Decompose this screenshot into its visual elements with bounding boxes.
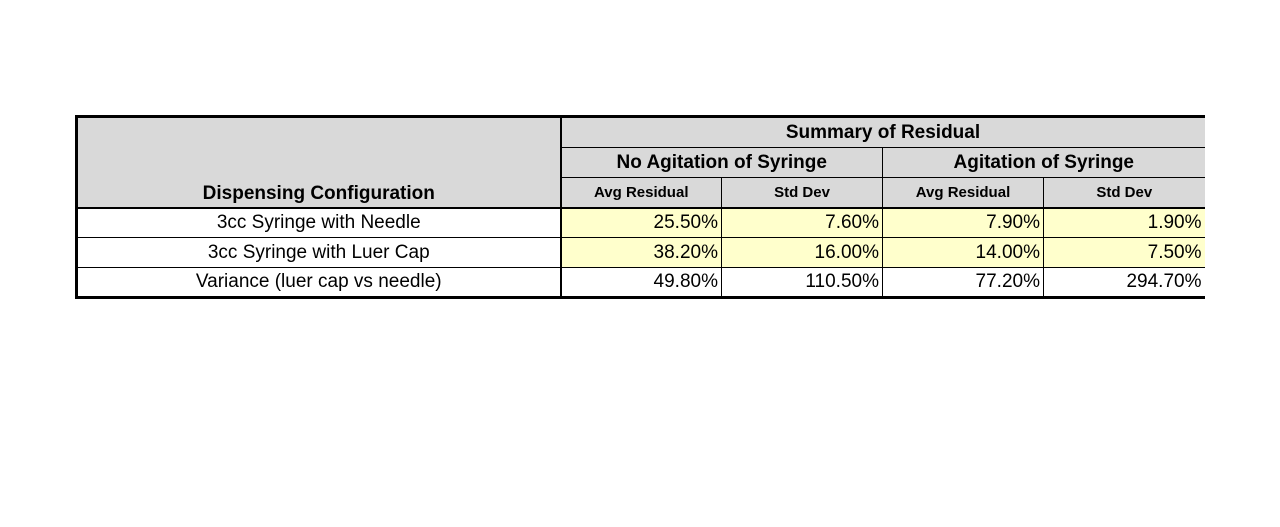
summary-of-residual-header: Summary of Residual [561,117,1205,148]
table-cell: 77.20% [883,268,1044,298]
table-row [77,208,1205,238]
table-cell: 14.00% [883,238,1044,268]
column-header-avg-residual: Avg Residual [561,178,722,208]
table-cell: 294.70% [1044,268,1205,298]
column-header-std-dev: Std Dev [1044,178,1205,208]
table-row [77,238,1205,268]
table-cell: 49.80% [561,268,722,298]
agitation-group-header: Agitation of Syringe [883,148,1205,178]
row-label: 3cc Syringe with Luer Cap [77,238,561,268]
no-agitation-group-header: No Agitation of Syringe [561,148,883,178]
table-row [77,268,1205,298]
table-cell: 16.00% [722,238,883,268]
table-cell: 25.50% [561,208,722,238]
dispensing-configuration-header: Dispensing Configuration [77,117,561,208]
row-label: 3cc Syringe with Needle [77,208,561,238]
table-cell: 1.90% [1044,208,1205,238]
row-label: Variance (luer cap vs needle) [77,268,561,298]
summary-table [75,115,1205,299]
column-header-avg-residual: Avg Residual [883,178,1044,208]
table-cell: 110.50% [722,268,883,298]
table-cell: 7.60% [722,208,883,238]
table-cell: 7.90% [883,208,1044,238]
table-cell: 38.20% [561,238,722,268]
column-header-std-dev: Std Dev [722,178,883,208]
table-cell: 7.50% [1044,238,1205,268]
